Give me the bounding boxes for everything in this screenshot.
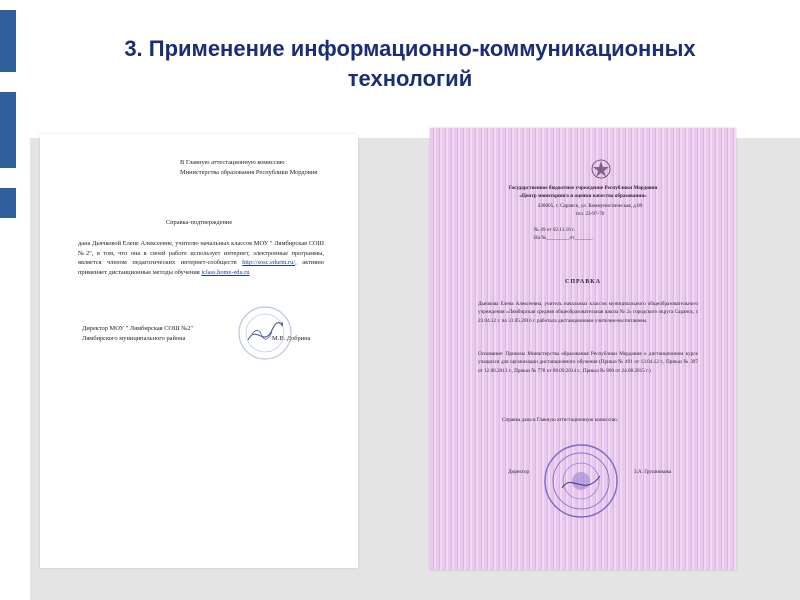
decor-bar-bottom [0, 188, 16, 218]
recipient-line1: В Главную аттестационную комиссию [180, 159, 285, 166]
doc-left-heading: Справка-подтверждение [165, 219, 233, 226]
doc-right-body: Дьячкова Елена Алексеевна, учитель начальных классов муниципального общеобразовательного учреждения «Лямбирская средняя общеобразовательная школа № 2» городского округа Саранск, с 23.04.12 г. по 31.05.2016 г. работала дистанционным учителем-воспитанием. [478, 301, 698, 324]
org-line1: Государственное бюджетное учреждение Республики Мордовия [508, 185, 658, 191]
address-line1: 430005, г. Саранск, ул. Коммунистическая, д.89 [537, 203, 643, 209]
doc-right-signer-name: З.А. Грушникова [634, 469, 672, 475]
reference-number: На №_________от_______ [534, 235, 593, 241]
round-seal-icon [542, 442, 620, 520]
body-start: дана Дьячковой Елене Алексеевне, учителю начальных классов МОУ " Лямбирская СОШ №2", в том, что она в своей работе использует интернет, электронные программы, является членом педагогических интернет-сообществ [78, 240, 324, 266]
signer-title-line1: Директор МОУ " Лямбирская СОШ №2" [82, 325, 194, 332]
recipient-block [180, 158, 350, 177]
certificate-left [40, 134, 358, 568]
address-block [490, 202, 690, 219]
organization-block [478, 184, 688, 201]
doc-right-given-for: Справка дана в Главную аттестационную комиссию. [502, 417, 619, 423]
community-link[interactable]: http://sosc.edurm.ru/ [242, 259, 296, 266]
signer-title-line2: Лямбирского муниципального района [82, 334, 186, 342]
slide-title-line1: 3. Применение информационно-коммуникационных [124, 36, 696, 61]
body-middle: , активно применяет дистанционные методы обучения [78, 259, 324, 276]
org-line2: «Центр мониторинга и оценки качества образования» [519, 193, 647, 200]
document-number: № 49 от 02.11.16 г. [534, 227, 575, 233]
certificate-right [430, 128, 736, 570]
seal-stamp-icon [236, 304, 294, 362]
signer-title-block [82, 324, 222, 343]
slide-title [60, 34, 760, 94]
doc-right-signer-title: Директор [508, 469, 530, 475]
decor-bar-top [0, 10, 16, 72]
distance-learning-link[interactable]: iclass.home-edu.ru [201, 268, 250, 276]
emblem-icon [590, 158, 612, 180]
address-line2: тел. 23-97-76 [575, 211, 605, 218]
recipient-line2: Министерства образования Республики Мордовия [180, 168, 318, 176]
slide-title-line2: технологий [347, 66, 473, 91]
signer-name: М.В. Добрина [272, 335, 311, 342]
doc-right-basis: Основание: Приказы Министерства образования Республики Мордовия о дистанционном курсе учащихся для организации дистанционного обучения (Приказ № 491 от 13.04.12 г., Приказ № 397 от 12.06.2013 г., Приказ № 778 от 08.09.2014 г., Приказ № 800 от 24.08.2015 г.) [478, 351, 698, 374]
decor-bar-middle [0, 92, 16, 168]
doc-right-heading: СПРАВКА [565, 279, 601, 285]
doc-left-body [78, 239, 324, 277]
